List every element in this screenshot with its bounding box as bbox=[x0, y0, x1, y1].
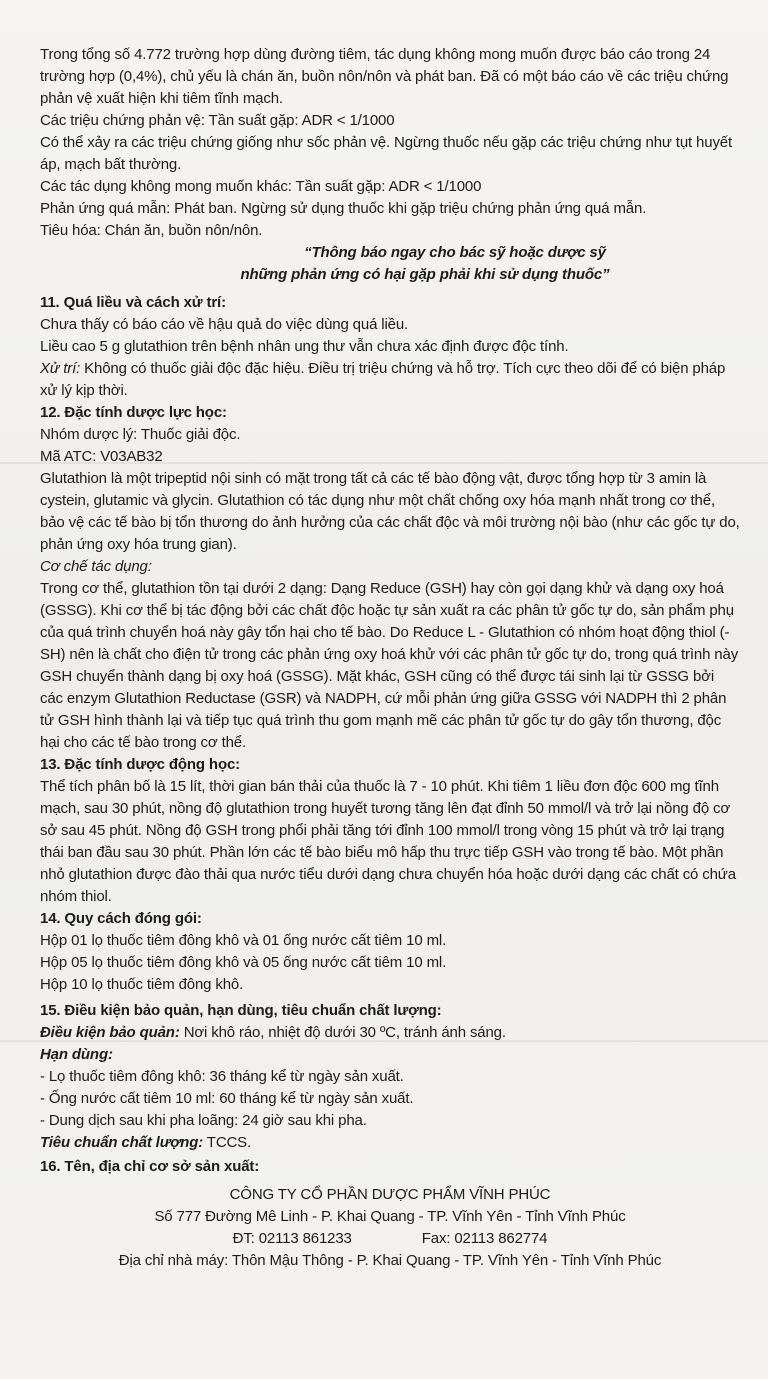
atc-code: Mã ATC: V03AB32 bbox=[40, 448, 163, 465]
section-heading-pharmacokinetics: 13. Đặc tính dược động học: bbox=[40, 756, 240, 773]
company-fax: Fax: 02113 862774 bbox=[421, 1230, 548, 1247]
storage-label: Điều kiện bảo quản: bbox=[40, 1024, 180, 1041]
section-heading-manufacturer: 16. Tên, địa chỉ cơ sở sản xuất: bbox=[40, 1158, 260, 1175]
pharmacokinetics-text: Thể tích phân bố là 15 lít, thời gian bán thải của thuốc là 7 - 10 phút. Khi tiêm 1 liều đơn độc 600 mg tĩnh mạch, sau 30 phút, nồng độ glutathion trong huyết tương tăng lên đạt đỉnh 50 mmol/l và trở lại nồng độ cơ sở sau 45 phút. Nồng độ GSH trong phổi phải tăng tới đỉnh 100 mmol/l trong vòng 15 phút và trở lại trạng thái ban đầu sau 30 phút. Phần lớn các tế bào biểu mô hấp thu trực tiếp GSH vào trong tế bào. Một phần nhỏ glutathion được đào thải qua nước tiểu dưới dạng chưa chuyển hóa hoặc dưới dạng các chất có chứa nhóm thiol. bbox=[40, 778, 736, 905]
section-heading-packaging: 14. Quy cách đóng gói: bbox=[40, 910, 202, 927]
digestive-text: Tiêu hóa: Chán ăn, buồn nôn/nôn. bbox=[40, 222, 263, 239]
overdose-text-2: Liều cao 5 g glutathion trên bệnh nhân ung thư vẫn chưa xác định được độc tính. bbox=[40, 338, 569, 355]
treatment-text: Không có thuốc giải độc đặc hiệu. Điều trị triệu chứng và hỗ trợ. Tích cực theo dõi để có biện pháp xử lý kịp thời. bbox=[40, 360, 726, 399]
section-heading-overdose: 11. Quá liều và cách xử trí: bbox=[40, 294, 226, 311]
standard-label: Tiêu chuẩn chất lượng: bbox=[40, 1134, 204, 1151]
shelf-life-label: Hạn dùng: bbox=[40, 1046, 113, 1063]
mechanism-subheading: Cơ chế tác dụng: bbox=[40, 558, 152, 575]
adverse-effects-summary: Trong tổng số 4.772 trường hợp dùng đường tiêm, tác dụng không mong muốn được báo cáo trong 24 trường hợp (0,4%), chủ yếu là chán ăn, buồn nôn/nôn và phát ban. Đã có một báo cáo về các triệu chứng phản vệ xuất hiện khi tiêm tĩnh mạch. bbox=[40, 46, 729, 107]
pharmacological-group: Nhóm dược lý: Thuốc giải độc. bbox=[40, 426, 241, 443]
factory-address: Địa chỉ nhà máy: Thôn Mậu Thông - P. Khai Quang - TP. Vĩnh Yên - Tỉnh Vĩnh Phúc bbox=[118, 1252, 662, 1269]
packaging-item: Hộp 10 lọ thuốc tiêm đông khô. bbox=[40, 976, 244, 993]
anaphylaxis-description: Có thể xảy ra các triệu chứng giống như sốc phản vệ. Ngừng thuốc nếu gặp các triệu chứng như tụt huyết áp, mạch bất thường. bbox=[40, 134, 733, 173]
overdose-text-1: Chưa thấy có báo cáo về hậu quả do việc dùng quá liều. bbox=[40, 316, 409, 333]
hypersensitivity-text: Phản ứng quá mẫn: Phát ban. Ngừng sử dụng thuốc khi gặp triệu chứng phản ứng quá mẫn. bbox=[40, 200, 647, 217]
packaging-item: Hộp 05 lọ thuốc tiêm đông khô và 05 ống nước cất tiêm 10 ml. bbox=[40, 954, 447, 971]
company-phone: ĐT: 02113 861233 bbox=[232, 1230, 352, 1247]
treatment-label: Xử trí: bbox=[40, 360, 81, 377]
section-heading-pharmacodynamics: 12. Đặc tính dược lực học: bbox=[40, 404, 227, 421]
company-name: CÔNG TY CỔ PHẦN DƯỢC PHẨM VĨNH PHÚC bbox=[229, 1186, 551, 1203]
overdose-treatment bbox=[40, 358, 740, 402]
leaflet-content bbox=[40, 44, 740, 1272]
storage-text: Nơi khô ráo, nhiệt độ dưới 30 ºC, tránh ánh sáng. bbox=[179, 1024, 506, 1041]
anaphylaxis-frequency: Các triệu chứng phản vệ: Tần suất gặp: ADR < 1/1000 bbox=[40, 112, 395, 129]
packaging-item: Hộp 01 lọ thuốc tiêm đông khô và 01 ống nước cất tiêm 10 ml. bbox=[40, 932, 447, 949]
company-contacts bbox=[40, 1228, 740, 1250]
warning-quote-line1: “Thông báo ngay cho bác sỹ hoặc dược sỹ bbox=[304, 244, 606, 261]
quality-standard bbox=[40, 1132, 740, 1154]
other-effects-frequency: Các tác dụng không mong muốn khác: Tần suất gặp: ADR < 1/1000 bbox=[40, 178, 482, 195]
storage-conditions bbox=[40, 1022, 740, 1044]
shelf-life-item: - Lọ thuốc tiêm đông khô: 36 tháng kể từ ngày sản xuất. bbox=[40, 1068, 404, 1085]
warning-quote-line2: những phản ứng có hại gặp phải khi sử dụng thuốc” bbox=[240, 266, 610, 283]
company-address: Số 777 Đường Mê Linh - P. Khai Quang - TP. Vĩnh Yên - Tỉnh Vĩnh Phúc bbox=[154, 1208, 626, 1225]
shelf-life-item: - Dung dịch sau khi pha loãng: 24 giờ sau khi pha. bbox=[40, 1112, 367, 1129]
standard-text: TCCS. bbox=[203, 1134, 252, 1151]
glutathion-description: Glutathion là một tripeptid nội sinh có mặt trong tất cả các tế bào động vật, được tổng hợp từ 3 amin là cystein, glutamic và glycin. Glutathion có tác dụng như một chất chống oxy hóa mạnh nhất trong cơ thể, bảo vệ các tế bào bị tổn thương do ảnh hưởng của các chất độc và môi trường nội bào (như các gốc tự do, phản ứng oxy hóa trung gian). bbox=[40, 470, 740, 553]
mechanism-text: Trong cơ thể, glutathion tồn tại dưới 2 dạng: Dạng Reduce (GSH) hay còn gọi dạng khử và dạng oxy hoá (GSSG). Khi cơ thể bị tác động bởi các chất độc hoặc tự sản xuất ra các phân tử gốc tự do, sản phẩm phụ của quá trình chuyển hoá này gây tổn hại cho tế bào. Do Reduce L - Glutathion có nhóm hoạt động thiol (-SH) nên là chất cho điện tử trong các phản ứng oxy hoá khử với các phân tử gốc tự do, trong quá trình này GSH chuyển thành dạng bị oxy hoá (GSSG). Mặt khác, GSH cũng có thể được tái sinh lại từ GSSG bởi các enzym Glutathion Reductase (GSR) và NADPH, cứ mỗi phản ứng giữa GSSG với NADPH thì 2 phân tử GSH hình thành lại và tiếp tục quá trình thu gom mạnh mẽ các phân tử gốc tự do gây tổn thương, độc hại cho các tế bào trong cơ thể. bbox=[40, 580, 739, 751]
shelf-life-item: - Ống nước cất tiêm 10 ml: 60 tháng kể từ ngày sản xuất. bbox=[40, 1090, 414, 1107]
section-heading-storage: 15. Điều kiện bảo quản, hạn dùng, tiêu chuẩn chất lượng: bbox=[40, 1002, 442, 1019]
